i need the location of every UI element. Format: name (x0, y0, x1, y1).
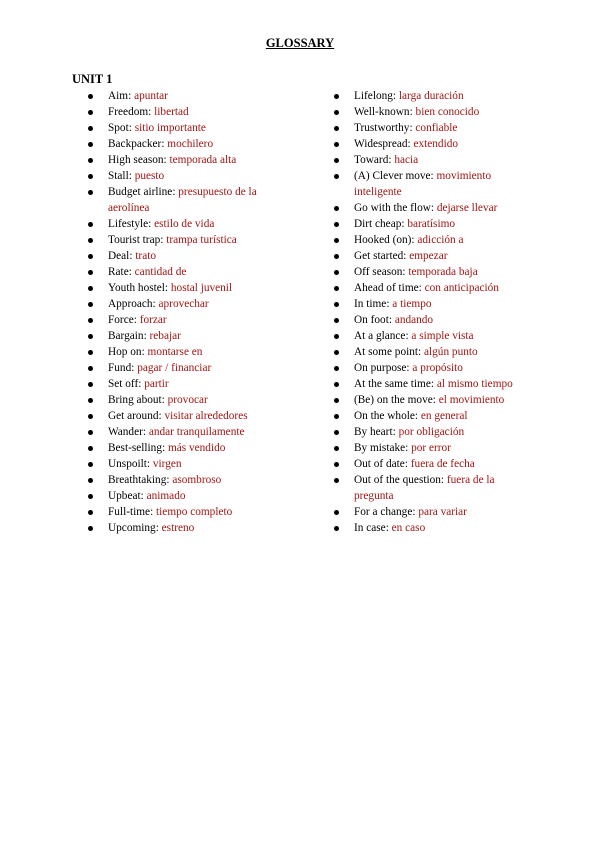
bullet-icon (334, 414, 339, 419)
glossary-entry (88, 232, 288, 248)
bullet-icon (88, 318, 93, 323)
term-separator: : (140, 490, 147, 502)
glossary-translation: andando (394, 314, 434, 326)
glossary-entry (88, 264, 288, 280)
term-separator: : (409, 106, 416, 118)
glossary-entry (88, 456, 288, 472)
glossary-term: Unspoilt (108, 458, 147, 470)
glossary-term: By heart (354, 426, 393, 438)
bullet-icon (88, 526, 93, 531)
glossary-translation: nt: algún punto (409, 346, 478, 358)
glossary-term: Upbeat (108, 490, 141, 502)
glossary-translation: andar tranquilamente (148, 426, 245, 438)
term-separator: : (388, 154, 395, 166)
bullet-icon (334, 318, 339, 323)
glossary-translation: apuntar (134, 90, 168, 102)
bullet-icon (334, 206, 339, 211)
glossary-entry (334, 328, 524, 344)
bullet-icon (334, 222, 339, 227)
term-separator: : (148, 218, 155, 230)
bullet-icon (334, 302, 339, 307)
glossary-translation: empezar (409, 250, 448, 262)
glossary-term: Toward (354, 154, 389, 166)
glossary-entry (88, 248, 288, 264)
glossary-translation: por obligación (398, 426, 465, 438)
glossary-entry (88, 184, 288, 216)
glossary-term: Hop on (108, 346, 142, 358)
glossary-entry (334, 392, 524, 408)
term-separator: : (164, 282, 171, 294)
glossary-term: Bargain (108, 330, 144, 342)
term-separator: : (131, 362, 138, 374)
term-separator: : (385, 522, 392, 534)
glossary-term: Force (108, 314, 134, 326)
glossary-translation: rebajar (149, 330, 181, 342)
glossary-translation: estilo de vida (154, 218, 215, 230)
unit-heading: UNIT 1 (72, 72, 113, 86)
term-separator: : (409, 122, 416, 134)
term-separator: : (155, 522, 162, 534)
glossary-term: Rate (108, 266, 129, 278)
term-separator: : (392, 90, 399, 102)
bullet-icon (88, 158, 93, 163)
glossary-term: Off season (354, 266, 403, 278)
glossary-term: Aim (108, 90, 129, 102)
term-separator: : (406, 362, 413, 374)
glossary-translation: confiable (415, 122, 458, 134)
term-separator: : (405, 442, 412, 454)
glossary-translation: a simple vista (411, 330, 474, 342)
glossary-entry (88, 296, 288, 312)
glossary-term: Trustworthy (354, 122, 410, 134)
bullet-icon (334, 94, 339, 99)
glossary-translation: fuera de la pregunta (354, 474, 495, 502)
bullet-icon (88, 382, 93, 387)
glossary-entry (334, 104, 524, 120)
term-separator: : (161, 394, 168, 406)
bullet-icon (334, 462, 339, 467)
bullet-icon (88, 478, 93, 483)
glossary-translation: al mismo tiempo (436, 378, 513, 390)
glossary-translation: partir (144, 378, 169, 390)
glossary-translation: baratísimo (407, 218, 456, 230)
glossary-term: On foot (354, 314, 389, 326)
term-separator: : (128, 266, 135, 278)
term-separator: : (128, 122, 135, 134)
glossary-translation: con anticipación (424, 282, 499, 294)
glossary-term: Dirt cheap (354, 218, 402, 230)
glossary-entry (334, 408, 524, 424)
glossary-entry (334, 152, 524, 168)
bullet-icon (88, 430, 93, 435)
glossary-entry (88, 280, 288, 296)
glossary-entry (334, 120, 524, 136)
glossary-entry (88, 488, 288, 504)
bullet-icon (334, 366, 339, 371)
bullet-icon (334, 510, 339, 515)
glossary-translation: tiempo completo (156, 506, 233, 518)
glossary-entry (88, 424, 288, 440)
glossary-translation: temporada alta (169, 154, 237, 166)
glossary-translation: puesto (134, 170, 165, 182)
term-separator: : (129, 250, 136, 262)
bullet-icon (334, 382, 339, 387)
bullet-icon (88, 110, 93, 115)
bullet-icon (334, 350, 339, 355)
glossary-entry (88, 360, 288, 376)
bullet-icon (88, 302, 93, 307)
glossary-translation: trato (135, 250, 156, 262)
glossary-translation: larga duración (398, 90, 464, 102)
glossary-term: On the whole (354, 410, 415, 422)
term-separator: : (138, 378, 145, 390)
glossary-term: Tourist trap (108, 234, 161, 246)
glossary-entry (88, 88, 288, 104)
term-separator: : (412, 506, 419, 518)
glossary-term: Widespread (354, 138, 408, 150)
bullet-icon (88, 174, 93, 179)
glossary-translation: para variar (418, 506, 467, 518)
glossary-term: Breathtaking (108, 474, 167, 486)
bullet-icon (88, 222, 93, 227)
bullet-icon (334, 142, 339, 147)
glossary-translation: presupuesto de la aerolínea (108, 186, 257, 214)
glossary-entry (88, 328, 288, 344)
glossary-translation: temporada baja (408, 266, 478, 278)
glossary-term: Fund (108, 362, 132, 374)
term-separator: : (386, 298, 393, 310)
glossary-term: Wander (108, 426, 143, 438)
term-separator: : (430, 378, 437, 390)
glossary-translation: dejarse llevar (436, 202, 498, 214)
term-separator: : (430, 170, 437, 182)
bullet-icon (334, 526, 339, 531)
glossary-term: Bring about (108, 394, 162, 406)
bullet-icon (334, 286, 339, 291)
bullet-icon (88, 462, 93, 467)
bullet-icon (334, 174, 339, 179)
term-separator: : (407, 138, 414, 150)
term-separator: : (161, 442, 168, 454)
bullet-icon (334, 270, 339, 275)
term-separator: : (430, 202, 437, 214)
glossary-translation: extendido (413, 138, 459, 150)
glossary-translation: movimiento inteligente (354, 170, 492, 198)
glossary-term: High season (108, 154, 164, 166)
glossary-entry (88, 376, 288, 392)
glossary-entry (334, 472, 524, 504)
glossary-entry (334, 440, 524, 456)
glossary-entry (334, 136, 524, 152)
glossary-entry (334, 360, 524, 376)
glossary-entry (334, 312, 524, 328)
glossary-term: Youth hostel (108, 282, 165, 294)
bullet-icon (88, 126, 93, 131)
term-separator: : (143, 330, 150, 342)
glossary-translation: montarse en (147, 346, 203, 358)
glossary-entry (334, 376, 524, 392)
glossary-translation: hostal juvenil (170, 282, 233, 294)
term-separator: : (172, 186, 179, 198)
glossary-term: At a glance (354, 330, 406, 342)
glossary-term: At the same time (354, 378, 431, 390)
glossary-left-column (88, 88, 288, 536)
term-separator: : (405, 330, 412, 342)
glossary-term: Ahead of time (354, 282, 419, 294)
term-separator: : (403, 250, 410, 262)
bullet-icon (88, 254, 93, 259)
bullet-icon (334, 446, 339, 451)
bullet-icon (88, 286, 93, 291)
glossary-term: Deal (108, 250, 130, 262)
glossary-term: Hooked (on) (354, 234, 412, 246)
bullet-icon (88, 446, 93, 451)
glossary-term: Set off (108, 378, 139, 390)
glossary-term: Get around (108, 410, 159, 422)
term-separator: : (128, 90, 135, 102)
glossary-term: In case (354, 522, 386, 534)
glossary-term: Out of the question (354, 474, 441, 486)
glossary-entry (88, 392, 288, 408)
bullet-icon (88, 270, 93, 275)
bullet-icon (334, 430, 339, 435)
term-separator: : (158, 410, 165, 422)
bullet-icon (88, 414, 93, 419)
term-separator: : (152, 298, 159, 310)
glossary-entry (88, 168, 288, 184)
term-separator: : (160, 234, 167, 246)
term-separator: : (128, 170, 135, 182)
glossary-term: For a change (354, 506, 413, 518)
term-separator: : (401, 218, 408, 230)
glossary-entry (334, 168, 524, 200)
glossary-entry (88, 152, 288, 168)
glossary-term: Backpacker (108, 138, 162, 150)
term-separator: : (163, 154, 170, 166)
glossary-term: On purpose (354, 362, 407, 374)
page-title: GLOSSARY (265, 36, 335, 50)
glossary-translation: visitar alrededores (164, 410, 248, 422)
glossary-translation: pagar / financiar (137, 362, 212, 374)
term-separator: : (414, 410, 421, 422)
term-separator: : (148, 106, 155, 118)
glossary-entry (334, 296, 524, 312)
glossary-entry (88, 216, 288, 232)
term-separator: : (161, 138, 168, 150)
glossary-entry (88, 408, 288, 424)
glossary-translation: aprovechar (158, 298, 209, 310)
glossary-term: At some poi (354, 346, 410, 358)
glossary-term: Well-known (354, 106, 410, 118)
glossary-entry (334, 232, 524, 248)
glossary-translation: en caso (391, 522, 426, 534)
term-separator: : (150, 506, 157, 518)
glossary-term: Spot (108, 122, 129, 134)
glossary-term: Budget airline (108, 186, 173, 198)
glossary-term: In time (354, 298, 387, 310)
glossary-translation: más vendido (167, 442, 226, 454)
glossary-translation: a propósito (412, 362, 463, 374)
glossary-term: Go with the flow (354, 202, 431, 214)
glossary-term: (Be) on the move (354, 394, 433, 406)
term-separator: : (411, 234, 418, 246)
term-separator: : (146, 458, 153, 470)
glossary-term: Best-selling (108, 442, 162, 454)
bullet-icon (334, 158, 339, 163)
glossary-entry (88, 520, 288, 536)
glossary-term: Get started (354, 250, 404, 262)
bullet-icon (88, 398, 93, 403)
glossary-translation: forzar (139, 314, 167, 326)
glossary-translation: el movimiento (438, 394, 505, 406)
glossary-entry (334, 456, 524, 472)
bullet-icon (334, 110, 339, 115)
glossary-translation: hacia (394, 154, 419, 166)
glossary-translation: trampa turística (166, 234, 237, 246)
glossary-translation: mochilero (167, 138, 214, 150)
glossary-term: Full-time (108, 506, 151, 518)
glossary-right-column (334, 88, 524, 536)
glossary-entry (334, 520, 524, 536)
glossary-translation: cantidad de (134, 266, 187, 278)
bullet-icon (334, 254, 339, 259)
bullet-icon (334, 334, 339, 339)
bullet-icon (334, 238, 339, 243)
term-separator: : (133, 314, 140, 326)
bullet-icon (88, 238, 93, 243)
term-separator: : (142, 426, 149, 438)
glossary-entry (334, 248, 524, 264)
glossary-entry (88, 344, 288, 360)
term-separator: : (141, 346, 148, 358)
glossary-entry (334, 504, 524, 520)
glossary-term: (A) Clever move (354, 170, 431, 182)
glossary-translation: en general (420, 410, 468, 422)
glossary-translation: animado (146, 490, 186, 502)
glossary-entry (88, 312, 288, 328)
bullet-icon (88, 190, 93, 195)
bullet-icon (88, 510, 93, 515)
bullet-icon (334, 478, 339, 483)
glossary-entry (334, 264, 524, 280)
glossary-translation: adicción a (417, 234, 464, 246)
bullet-icon (88, 366, 93, 371)
term-separator: : (166, 474, 173, 486)
term-separator: : (388, 314, 395, 326)
term-separator: : (432, 394, 439, 406)
glossary-term: Lifelong (354, 90, 393, 102)
glossary-entry (334, 344, 524, 360)
glossary-entry (88, 120, 288, 136)
glossary-entry (334, 424, 524, 440)
glossary-translation: por error (411, 442, 451, 454)
glossary-term: By mistake (354, 442, 406, 454)
term-separator: : (392, 426, 399, 438)
bullet-icon (334, 126, 339, 131)
bullet-icon (88, 142, 93, 147)
glossary-translation: virgen (152, 458, 182, 470)
glossary-translation: provocar (167, 394, 208, 406)
glossary-entry (88, 440, 288, 456)
glossary-translation: estreno (161, 522, 195, 534)
glossary-translation: sitio importante (134, 122, 206, 134)
glossary-entry (88, 136, 288, 152)
glossary-translation: fuera de fecha (410, 458, 475, 470)
glossary-term: Freedom (108, 106, 149, 118)
glossary-translation: libertad (154, 106, 189, 118)
glossary-term: Upcoming (108, 522, 156, 534)
glossary-translation: asombroso (172, 474, 222, 486)
glossary-entry (334, 88, 524, 104)
term-separator: : (440, 474, 447, 486)
glossary-term: Lifestyle (108, 218, 149, 230)
glossary-translation: a tiempo (392, 298, 432, 310)
bullet-icon (88, 350, 93, 355)
glossary-entry (88, 504, 288, 520)
glossary-entry (334, 216, 524, 232)
glossary-translation: bien conocido (415, 106, 480, 118)
bullet-icon (88, 334, 93, 339)
glossary-entry (88, 472, 288, 488)
glossary-entry (334, 200, 524, 216)
glossary-entry (334, 280, 524, 296)
bullet-icon (88, 494, 93, 499)
term-separator: : (402, 266, 409, 278)
term-separator: : (404, 458, 411, 470)
term-separator: : (418, 282, 425, 294)
glossary-entry (88, 104, 288, 120)
glossary-term: Approach (108, 298, 153, 310)
bullet-icon (334, 398, 339, 403)
glossary-term: Out of date (354, 458, 405, 470)
glossary-term: Stall (108, 170, 129, 182)
bullet-icon (88, 94, 93, 99)
